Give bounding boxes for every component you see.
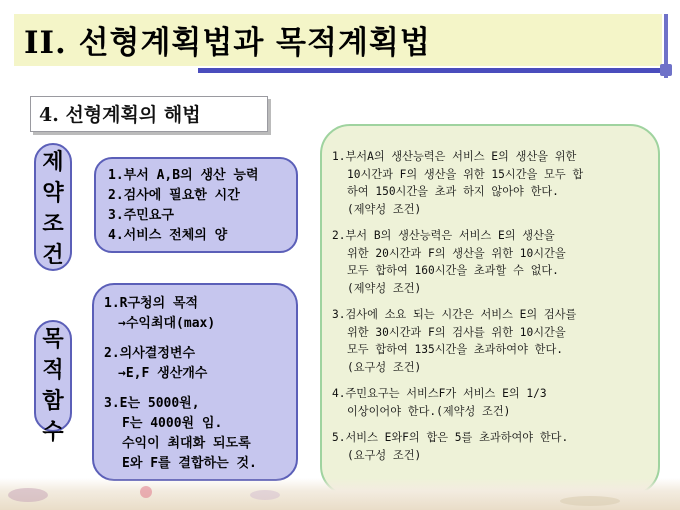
pill-char: 건 (42, 242, 64, 268)
detail-line: (제약성 조건) (347, 281, 422, 295)
pill-char: 약 (42, 180, 64, 206)
decorative-flower (8, 488, 48, 502)
detail-paragraph (332, 148, 658, 218)
section-subtitle: 4. 선형계획의 해법 (30, 96, 268, 132)
detail-line: 하여 150시간을 초과 하지 않아야 한다. (347, 185, 559, 198)
constraint-item: 3.주민요구 (108, 208, 174, 223)
pill-char: 목 (42, 326, 64, 352)
pill-char: 조 (42, 211, 64, 237)
detail-line: 4.주민요구는 서비스F가 서비스 E의 1/3 (332, 387, 547, 400)
objective-item: F는 4000원 임. (122, 416, 223, 431)
detail-line: (요구성 조건) (347, 448, 422, 462)
objective-item: 3.E는 5000원, (104, 396, 200, 411)
detail-line: 2.부서 B의 생산능력은 서비스 E의 생산을 (332, 229, 555, 242)
detail-line: 5.서비스 E와F의 합은 5를 초과하여야 한다. (332, 431, 569, 444)
detail-line: 모두 합하여 135시간을 초과하여야 한다. (347, 343, 563, 356)
detail-line: 1.부서A의 생산능력은 서비스 E의 생산을 위한 (332, 150, 577, 163)
detail-line: 10시간과 F의 생산을 위한 15시간을 모두 합 (347, 167, 584, 181)
constraints-label-pill (34, 143, 72, 271)
detail-paragraph (332, 306, 658, 376)
detail-paragraph (332, 429, 658, 464)
detail-line: 위한 20시간과 F의 생산을 위한 10시간을 (347, 246, 566, 260)
detail-line: 위한 30시간과 F의 검사를 위한 10시간을 (347, 325, 566, 339)
pill-char: 함 (42, 388, 64, 414)
title-accent-underline (198, 68, 670, 73)
detail-line: (요구성 조건) (347, 360, 422, 374)
objective-item: 수익이 최대화 되도록 (122, 436, 251, 451)
objective-item: 2.의사결정변수 (104, 346, 196, 361)
objective-item: →E,F 생산개수 (118, 366, 208, 381)
detail-line: 모두 합하여 160시간을 초과할 수 없다. (347, 264, 559, 277)
detail-paragraph (332, 227, 658, 297)
decorative-flower (560, 496, 620, 506)
constraint-item: 4.서비스 전체의 양 (108, 228, 228, 243)
detail-paragraph (332, 385, 658, 420)
decorative-flower (250, 490, 280, 500)
objective-box (92, 283, 298, 481)
pill-char: 수 (42, 419, 64, 445)
slide-title: II. 선형계획법과 목적계획법 (24, 25, 431, 61)
details-box (320, 124, 660, 496)
constraint-item: 1.부서 A,B의 생산 능력 (108, 168, 259, 183)
objective-item: E와 F를 결합하는 것. (122, 456, 257, 471)
pill-char: 제 (42, 149, 64, 175)
detail-line: 이상이어야 한다.(제약성 조건) (347, 404, 511, 418)
title-accent-dot (660, 64, 672, 76)
pill-char: 적 (42, 357, 64, 383)
objective-label-pill (34, 320, 72, 445)
constraints-box (94, 157, 298, 253)
detail-line: 3.검사에 소요 되는 시간은 서비스 E의 검사를 (332, 308, 577, 321)
objective-item: →수익최대(max) (118, 316, 216, 331)
constraint-item: 2.검사에 필요한 시간 (108, 188, 240, 203)
detail-line: (제약성 조건) (347, 202, 422, 216)
decorative-flower (140, 486, 152, 498)
objective-item: 1.R구청의 목적 (104, 296, 199, 311)
